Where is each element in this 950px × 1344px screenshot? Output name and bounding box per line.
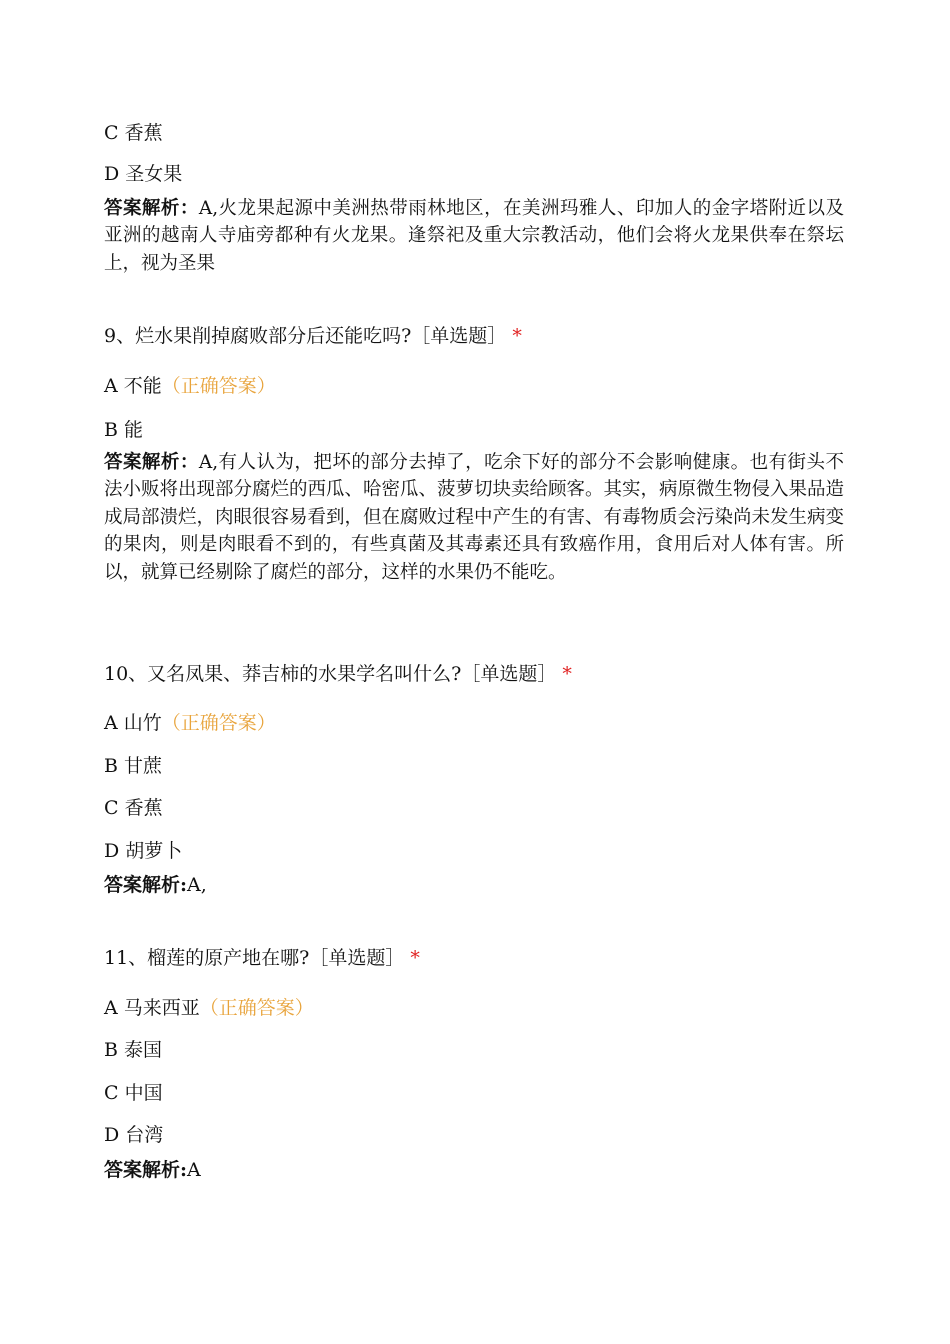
option-d: D 圣女果 — [104, 163, 183, 185]
option-c: C 中国 — [104, 1082, 163, 1104]
option-a: A 不能（正确答案） — [104, 375, 276, 397]
required-mark: * — [562, 663, 572, 685]
answer-analysis: 答案解析：A,火龙果起源中美洲热带雨林地区，在美洲玛雅人、印加人的金字塔附近以及亚洲的越南人寺庙旁都种有火龙果。逢祭祀及重大宗教活动，他们会将火龙果供奉在祭坛上，视为圣果 — [104, 198, 844, 274]
correct-answer-mark: （正确答案） — [161, 375, 276, 397]
option-b: B 甘蔗 — [104, 755, 163, 777]
option-b: B 泰国 — [104, 1039, 163, 1061]
option-c: C 香蕉 — [104, 122, 163, 144]
option-b: B 能 — [104, 419, 144, 441]
question-title: 9、烂水果削掉腐败部分后还能吃吗?［单选题］ * — [104, 325, 522, 347]
option-a: A 马来西亚（正确答案） — [104, 997, 314, 1019]
answer-analysis: 答案解析:A — [104, 1159, 201, 1181]
correct-answer-mark: （正确答案） — [161, 712, 276, 734]
option-a: A 山竹（正确答案） — [104, 712, 276, 734]
correct-answer-mark: （正确答案） — [199, 997, 314, 1019]
required-mark: * — [512, 325, 522, 347]
answer-analysis: 答案解析:A, — [104, 874, 207, 896]
required-mark: * — [410, 947, 420, 969]
option-d: D 胡萝卜 — [104, 840, 183, 862]
question-title: 11、榴莲的原产地在哪?［单选题］ * — [104, 947, 420, 969]
answer-analysis: 答案解析：A,有人认为，把坏的部分去掉了，吃余下好的部分不会影响健康。也有街头不法小贩将出现部分腐烂的西瓜、哈密瓜、菠萝切块卖给顾客。其实，病原微生物侵入果品造成局部溃烂，肉眼很容易看到，但在腐败过程中产生的有害、有毒物质会污染尚未发生病变的果肉，则是肉眼看不到的，有些真菌及其毒素还具有致癌作用，食用后对人体有害。所以，就算已经剔除了腐烂的部分，这样的水果仍不能吃。 — [104, 452, 845, 583]
option-d: D 台湾 — [104, 1124, 164, 1146]
option-c: C 香蕉 — [104, 797, 163, 819]
question-title: 10、又名凤果、莽吉柿的水果学名叫什么?［单选题］ * — [104, 663, 572, 685]
